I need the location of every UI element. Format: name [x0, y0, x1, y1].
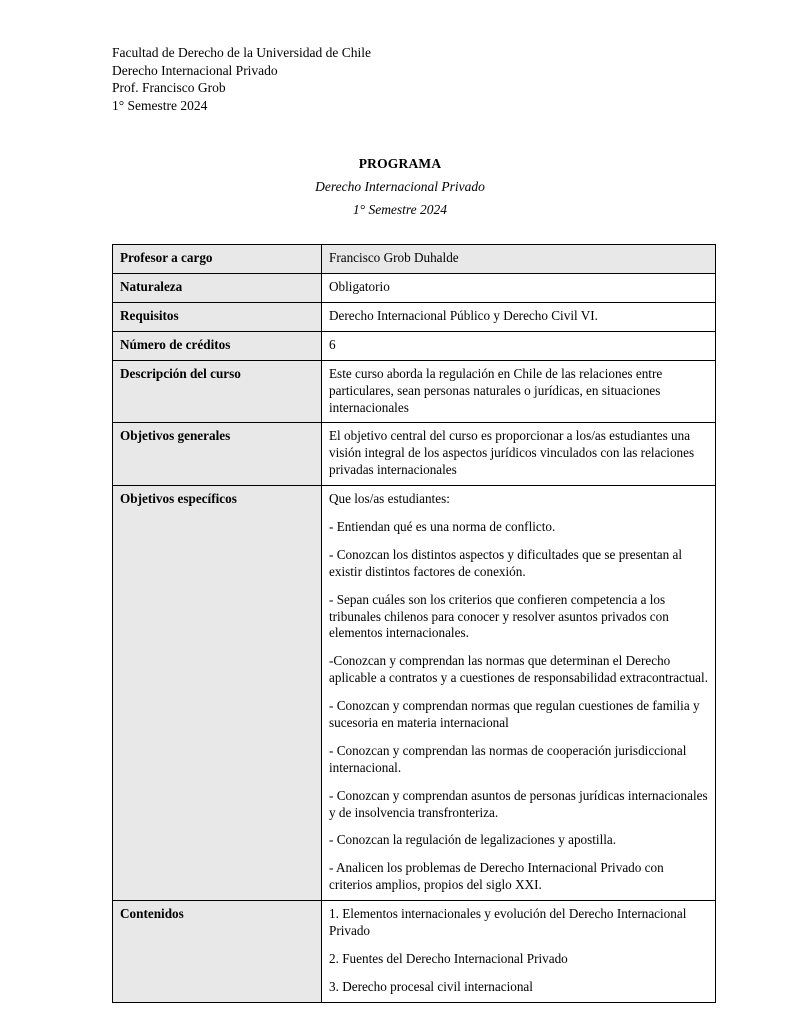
table-cell-paragraph: 3. Derecho procesal civil internacional: [329, 978, 533, 994]
table-row: [113, 302, 716, 331]
document-header: [112, 44, 688, 114]
table-row: [113, 486, 716, 901]
table-row: [113, 360, 716, 423]
header-line-course: Derecho Internacional Privado: [112, 62, 278, 78]
program-table: [112, 244, 716, 1003]
table-cell-paragraph: Derecho Internacional Público y Derecho Civil VI.: [329, 307, 598, 323]
table-cell-paragraph: - Conozcan y comprendan asuntos de personas jurídicas internacionales y de insolvencia transfronteriza.: [329, 787, 708, 820]
title-block: [112, 156, 688, 218]
table-row-value: [322, 486, 716, 901]
table-cell-paragraph: Obligatorio: [329, 279, 390, 295]
table-row: [113, 901, 716, 1003]
table-cell-paragraph: - Conozcan los distintos aspectos y dificultades que se presentan al existir distintos factores de conexión.: [329, 546, 683, 579]
table-row-value: [322, 274, 716, 303]
program-table-body: [113, 245, 716, 1003]
table-cell-paragraph: Este curso aborda la regulación en Chile de las relaciones entre particulares, sean personas naturales o jurídicas, en situaciones internacionales: [329, 365, 663, 415]
table-cell-paragraph: -Conozcan y comprendan las normas que determinan el Derecho aplicable a contratos y a cuestiones de responsabilidad extracontractual.: [329, 653, 708, 686]
table-row-label: Objetivos generales: [113, 423, 322, 486]
table-cell-paragraph: - Sepan cuáles son los criterios que confieren competencia a los tribunales chilenos para conocer y resolver asuntos privados con elementos internacionales.: [329, 591, 669, 641]
header-line-faculty: Facultad de Derecho de la Universidad de Chile: [112, 45, 372, 60]
table-cell-paragraph: Francisco Grob Duhalde: [329, 250, 459, 266]
page-subtitle: Derecho Internacional Privado: [315, 179, 485, 195]
table-row: [113, 423, 716, 486]
table-cell-paragraph: 1. Elementos internacionales y evolución del Derecho Internacional Privado: [329, 906, 687, 939]
table-cell-paragraph: - Entiendan qué es una norma de conflicto.: [329, 518, 556, 534]
table-row-label: Objetivos específicos: [113, 486, 322, 901]
table-row-value: [322, 360, 716, 423]
table-row-label: Número de créditos: [113, 331, 322, 360]
table-row-value: [322, 331, 716, 360]
table-row-label: Requisitos: [113, 302, 322, 331]
table-cell-paragraph: 2. Fuentes del Derecho Internacional Privado: [329, 950, 568, 966]
table-row-value: [322, 901, 716, 1003]
table-row-label: Naturaleza: [113, 274, 322, 303]
table-row-label: Contenidos: [113, 901, 322, 1003]
header-line-term: 1° Semestre 2024: [112, 97, 208, 113]
table-cell-paragraph: - Analicen los problemas de Derecho Internacional Privado con criterios amplios, propios del siglo XXI.: [329, 860, 664, 893]
table-cell-paragraph: 6: [329, 336, 336, 352]
table-cell-paragraph: - Conozcan y comprendan las normas de cooperación jurisdiccional internacional.: [329, 742, 687, 775]
table-cell-paragraph: Que los/as estudiantes:: [329, 491, 450, 507]
table-row-label: Profesor a cargo: [113, 245, 322, 274]
page-title: PROGRAMA: [358, 156, 442, 172]
table-row-value: [322, 245, 716, 274]
table-row: [113, 331, 716, 360]
table-cell-paragraph: - Conozcan y comprendan normas que regulan cuestiones de familia y sucesoria en materia internacional: [329, 698, 700, 730]
table-row-label: Descripción del curso: [113, 360, 322, 423]
page-subtitle-term: 1° Semestre 2024: [352, 202, 448, 218]
table-cell-paragraph: - Conozcan la regulación de legalizaciones y apostilla.: [329, 832, 617, 848]
table-row-value: [322, 423, 716, 486]
table-row: [113, 245, 716, 274]
table-cell-paragraph: El objetivo central del curso es proporcionar a los/as estudiantes una visión integral de los aspectos jurídicos vinculados con las relaciones privadas internacionales: [329, 428, 695, 478]
table-row-value: [322, 302, 716, 331]
table-row: [113, 274, 716, 303]
header-line-professor: Prof. Francisco Grob: [112, 80, 226, 96]
